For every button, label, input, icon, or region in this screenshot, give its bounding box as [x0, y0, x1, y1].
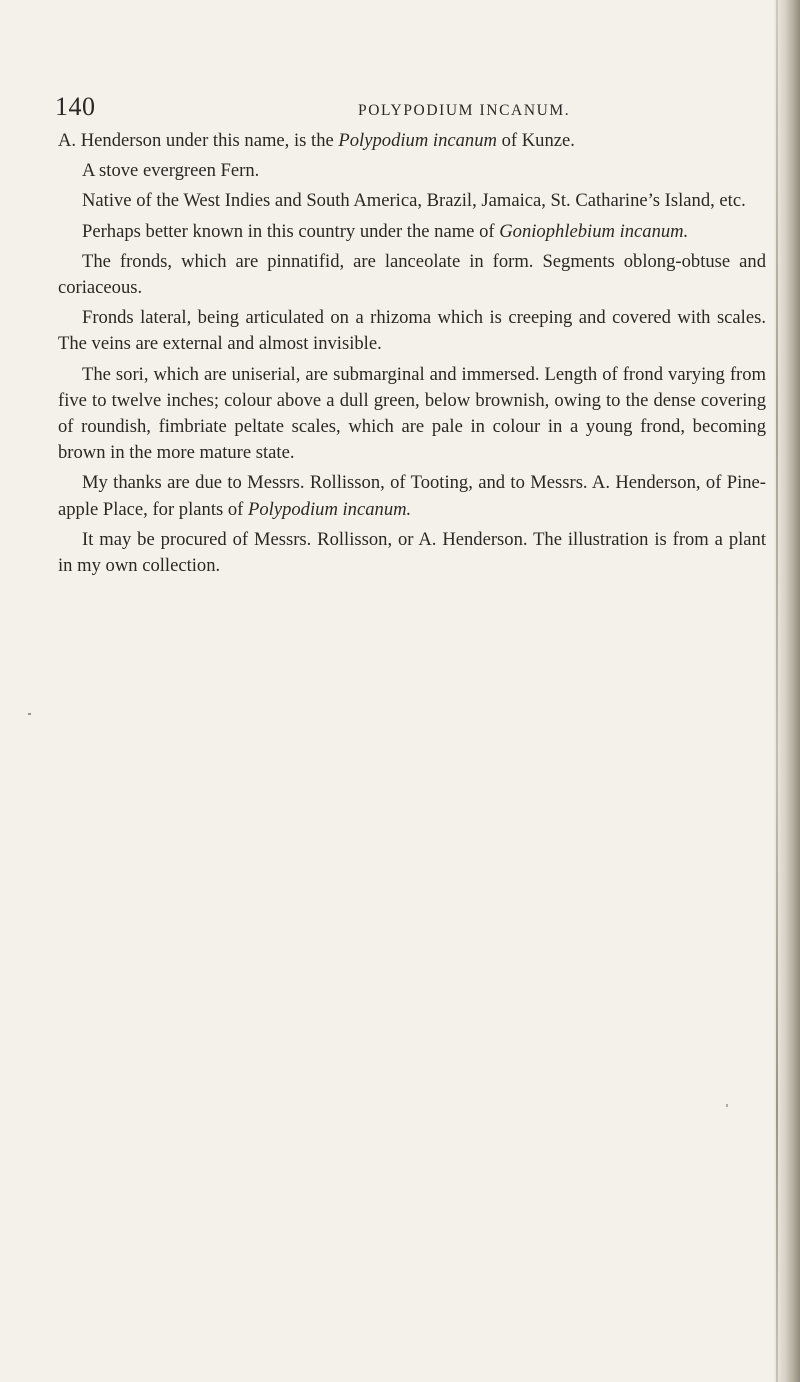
paragraph-5: [58, 249, 766, 301]
paragraph-9: [58, 527, 766, 579]
paragraph-3: [58, 188, 766, 214]
paragraph-2: [58, 158, 766, 184]
text-span: A. Henderson under this name, is the: [58, 130, 339, 151]
italic-species-name: Polypodium incanum: [338, 130, 497, 151]
running-title: POLYPODIUM INCANUM.: [358, 102, 571, 119]
paper-speck: [726, 1104, 728, 1107]
paragraph-4: [58, 219, 766, 245]
text-span: A stove evergreen Fern.: [82, 160, 260, 182]
paragraph-6: [58, 305, 766, 357]
text-span: My thanks are due to Messrs. Rollisson, of Tooting, and to Messrs. A. Henderson, of Pine-apple Place, for plants of: [58, 472, 766, 520]
text-span: It may be procured of Messrs. Rollisson, or A. Henderson. The illustration is from a plant in my own collection.: [58, 528, 766, 577]
italic-species-name: Polypodium incanum.: [248, 498, 412, 520]
text-span: The sori, which are uniserial, are submarginal and immersed. Length of frond varying from five to twelve inches; colour above a dull green, below brownish, owing to the dense covering of roundish, fimbriate peltate scales, which are pale in colour in a young frond, becoming brown in the more mature state.: [58, 363, 766, 464]
paragraph-8: [58, 470, 766, 522]
text-span: Native of the West Indies and South America, Brazil, Jamaica, St. Catharine’s Island, etc.: [82, 190, 746, 212]
text-span: Fronds lateral, being articulated on a rhizoma which is creeping and covered with scales. The veins are external and almost invisible.: [58, 307, 766, 355]
paper-speck: [28, 713, 31, 715]
text-span: The fronds, which are pinnatifid, are lanceolate in form. Segments oblong-obtuse and coriaceous.: [58, 250, 766, 299]
text-span: of Kunze.: [496, 130, 575, 151]
paragraph-1: [58, 128, 766, 154]
text-span: Perhaps better known in this country under the name of: [82, 220, 500, 242]
page-number: 140: [55, 92, 96, 121]
paragraph-7: [58, 362, 766, 467]
italic-synonym-name: Goniophlebium incanum.: [499, 220, 689, 242]
body-text: [58, 128, 766, 583]
page-edge-line: [776, 0, 778, 1382]
